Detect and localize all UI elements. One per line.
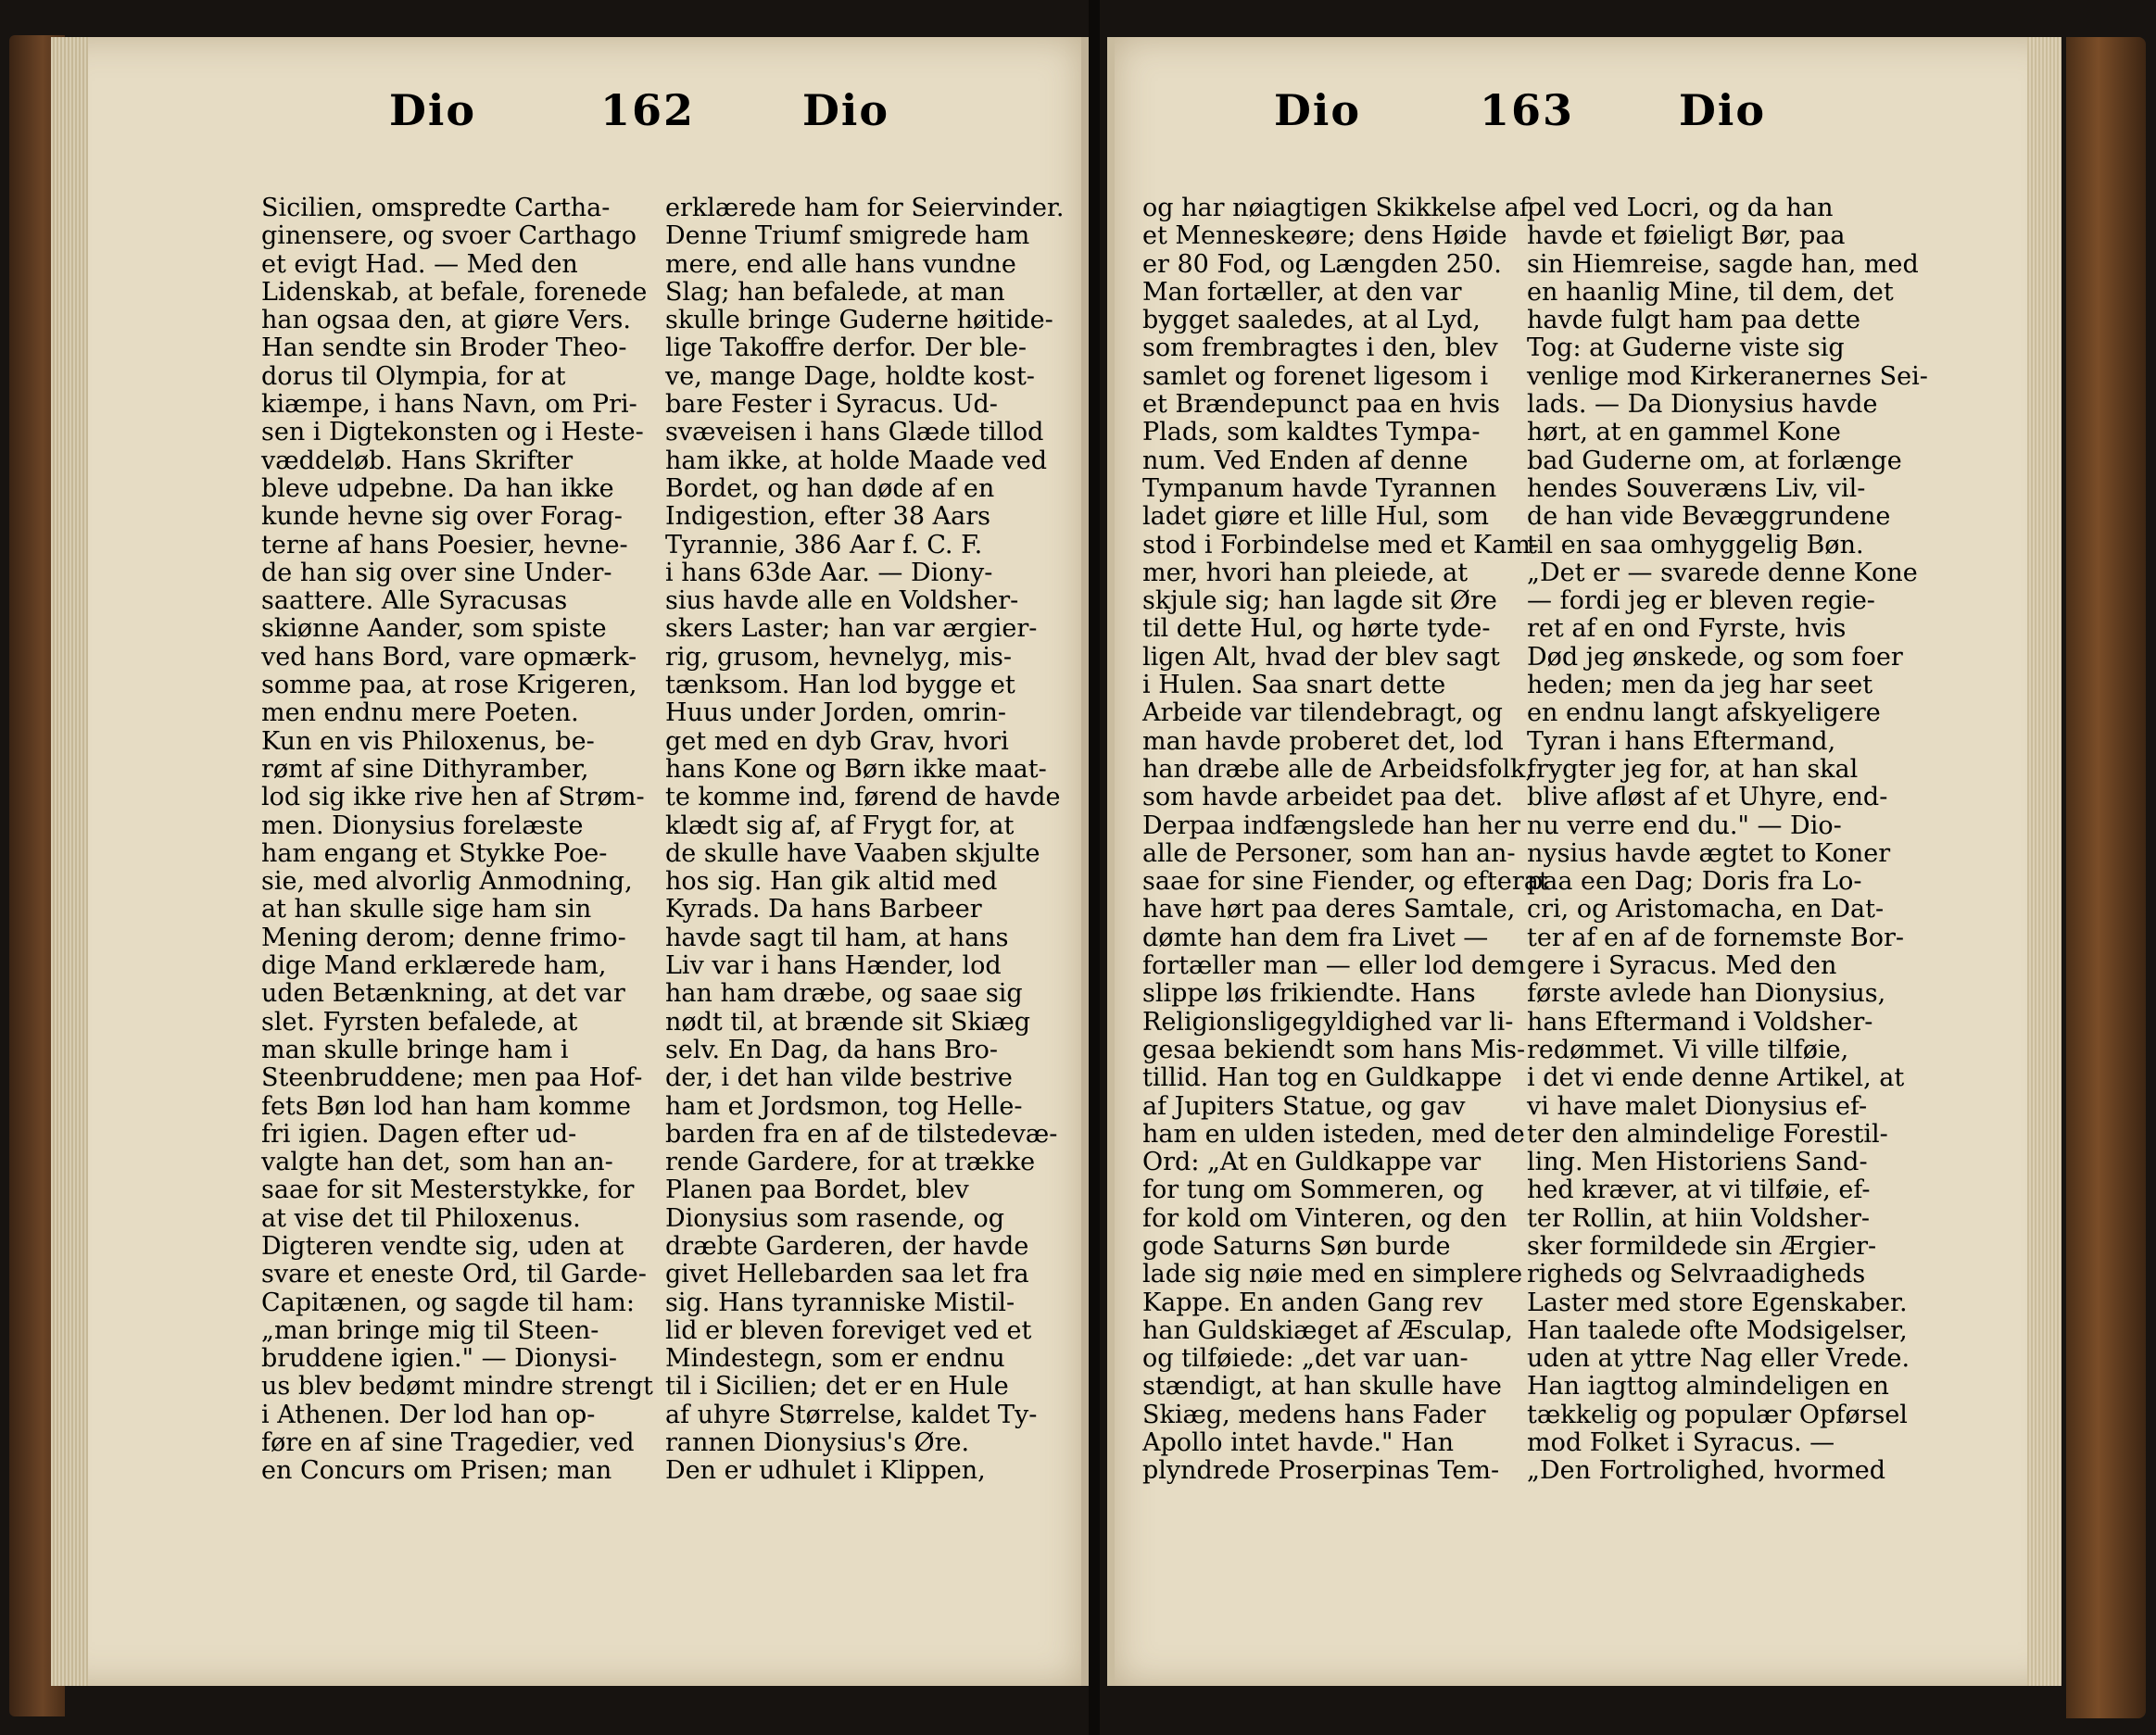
text-line: hos sig. Han gik altid med: [665, 867, 998, 897]
text-line: af Jupiters Statue, og gav: [1142, 1091, 1466, 1121]
text-line: mod Folket i Syracus. —: [1527, 1428, 1835, 1458]
right-page-column-2: [1527, 195, 1928, 1486]
text-line: de skulle have Vaaben skjulte: [665, 838, 1040, 868]
text-line: for tung om Sommeren, og: [1142, 1176, 1484, 1205]
text-line: „Det er — svarede denne Kone: [1527, 558, 1918, 587]
text-line: nødt til, at brænde sit Skiæg: [665, 1007, 1031, 1037]
text-line: sie, med alvorlig Anmodning,: [261, 867, 633, 897]
text-line: saae for sine Fiender, og efterat: [1142, 867, 1549, 897]
text-line: Slag; han befalede, at man: [665, 277, 1005, 307]
text-line: ligen Alt, hvad der blev sagt: [1142, 642, 1500, 672]
text-line: Digteren vendte sig, uden at: [261, 1231, 624, 1261]
text-line: ham ikke, at holde Maade ved: [665, 446, 1048, 475]
text-line: dorus til Olympia, for at: [261, 361, 566, 391]
text-line: have hørt paa deres Samtale,: [1142, 895, 1516, 924]
text-line: skulle bringe Guderne høitide-: [665, 306, 1053, 335]
text-line: sker formildede sin Ærgier-: [1527, 1231, 1877, 1261]
text-line: lige Takoffre derfor. Der ble-: [665, 333, 1028, 363]
text-line: og tilføiede: „det var uan-: [1142, 1344, 1469, 1374]
text-line: havde sagt til ham, at hans: [665, 923, 1009, 952]
text-line: stændigt, at han skulle have: [1142, 1372, 1502, 1402]
text-line: tillid. Han tog en Guldkappe: [1142, 1063, 1503, 1093]
text-line: Steenbruddene; men paa Hof-: [261, 1063, 643, 1093]
text-line: Mindestegn, som er endnu: [665, 1344, 1005, 1374]
text-line: Planen paa Bordet, blev: [665, 1176, 969, 1205]
text-line: — fordi jeg er bleven regie-: [1527, 586, 1875, 616]
text-line: Kyrads. Da hans Barbeer: [665, 895, 982, 924]
text-line: ret af en ond Fyrste, hvis: [1527, 614, 1847, 644]
text-line: tækkelig og populær Opførsel: [1527, 1400, 1908, 1429]
text-line: i Hulen. Saa snart dette: [1142, 671, 1446, 700]
text-line: skiønne Aander, som spiste: [261, 614, 607, 644]
text-line: sius havde alle en Voldsher-: [665, 586, 1019, 616]
text-line: „man bringe mig til Steen-: [261, 1315, 599, 1345]
text-line: Tog: at Guderne viste sig: [1527, 333, 1845, 363]
text-line: ter den almindelige Forestil-: [1527, 1119, 1888, 1149]
text-line: en Concurs om Prisen; man: [261, 1456, 612, 1486]
text-line: saae for sit Mesterstykke, for: [261, 1176, 635, 1205]
text-line: lod sig ikke rive hen af Strøm-: [261, 783, 645, 812]
text-line: Skiæg, medens hans Fader: [1142, 1400, 1486, 1429]
text-line: selv. En Dag, da hans Bro-: [665, 1035, 998, 1064]
text-line: Kappe. En anden Gang rev: [1142, 1288, 1483, 1317]
right-page-column-1: [1142, 195, 1549, 1486]
text-line: mer, hvori han pleiede, at: [1142, 558, 1469, 587]
text-line: redømmet. Vi ville tilføie,: [1527, 1035, 1849, 1064]
text-line: fets Bøn lod han ham komme: [261, 1091, 632, 1121]
text-line: han ogsaa den, at giøre Vers.: [261, 306, 631, 335]
text-line: Indigestion, efter 38 Aars: [665, 502, 990, 532]
text-line: kunde hevne sig over Forag-: [261, 502, 623, 532]
text-line: Denne Triumf smigrede ham: [665, 221, 1030, 251]
text-line: skjule sig; han lagde sit Øre: [1142, 586, 1497, 616]
text-line: Ord: „At en Guldkappe var: [1142, 1148, 1481, 1177]
left-page-number: 162: [600, 85, 696, 135]
text-line: get med en dyb Grav, hvori: [665, 726, 1009, 756]
text-line: og har nøiagtigen Skikkelse af: [1142, 194, 1529, 222]
text-line: til en saa omhyggelig Bøn.: [1527, 530, 1864, 559]
text-line: som frembragtes i den, blev: [1142, 333, 1498, 363]
text-line: dræbte Garderen, der havde: [665, 1231, 1029, 1261]
text-line: venlige mod Kirkeranernes Sei-: [1527, 361, 1928, 391]
text-line: bygget saaledes, at al Lyd,: [1142, 306, 1481, 335]
text-line: ham et Jordsmon, tog Helle-: [665, 1091, 1023, 1121]
text-line: Arbeide var tilendebragt, og: [1142, 698, 1503, 728]
text-line: hans Kone og Børn ikke maat-: [665, 754, 1047, 784]
text-line: blive afløst af et Uhyre, end-: [1527, 783, 1888, 812]
text-line: Huus under Jorden, omrin-: [665, 698, 1007, 728]
text-line: rig, grusom, hevnelyg, mis-: [665, 642, 1012, 672]
text-line: ve, mange Dage, holdte kost-: [665, 361, 1035, 391]
text-line: første avlede han Dionysius,: [1527, 979, 1886, 1009]
left-page-edges: [51, 37, 88, 1686]
text-line: ginensere, og svoer Carthago: [261, 221, 637, 251]
book-cover-right: [2066, 37, 2146, 1718]
text-line: føre en af sine Tragedier, ved: [261, 1428, 635, 1458]
text-line: Lidenskab, at befale, forenede: [261, 277, 648, 307]
text-line: vi have malet Dionysius ef-: [1527, 1091, 1868, 1121]
text-line: nu verre end du." — Dio-: [1527, 811, 1842, 840]
text-line: sen i Digtekonsten og i Heste-: [261, 418, 644, 447]
text-line: Tympanum havde Tyrannen: [1142, 473, 1497, 503]
text-line: stod i Forbindelse med et Kam-: [1142, 530, 1539, 559]
text-line: klædt sig af, af Frygt for, at: [665, 811, 1015, 840]
text-line: rømt af sine Dithyramber,: [261, 754, 589, 784]
text-line: et Brændepunct paa en hvis: [1142, 390, 1500, 420]
text-line: bad Guderne om, at forlænge: [1527, 446, 1902, 475]
left-page-column-1: [261, 195, 653, 1486]
text-line: ling. Men Historiens Sand-: [1527, 1148, 1868, 1177]
text-line: at vise det til Philoxenus.: [261, 1203, 581, 1233]
text-line: alle de Personer, som han an-: [1142, 838, 1516, 868]
text-line: rannen Dionysius's Øre.: [665, 1428, 970, 1458]
text-line: gode Saturns Søn burde: [1142, 1231, 1451, 1261]
right-page-edges: [2027, 37, 2061, 1686]
text-line: erklærede ham for Seiervinder.: [665, 194, 1065, 222]
text-line: „Den Fortrolighed, hvormed: [1527, 1456, 1886, 1486]
text-line: Den er udhulet i Klippen,: [665, 1456, 986, 1486]
text-line: dømte han dem fra Livet —: [1142, 923, 1489, 952]
left-header-left: Dio: [389, 85, 477, 135]
text-line: ham engang et Stykke Poe-: [261, 838, 608, 868]
text-line: Død jeg ønskede, og som foer: [1527, 642, 1903, 672]
text-line: sig. Hans tyranniske Mistil-: [665, 1288, 1015, 1317]
text-line: Religionsligegyldighed var li-: [1142, 1007, 1514, 1037]
text-line: Tyrannie, 386 Aar f. C. F.: [665, 530, 983, 559]
text-line: Dionysius som rasende, og: [665, 1203, 1004, 1233]
text-line: ladet giøre et lille Hul, som: [1142, 502, 1490, 532]
text-line: men endnu mere Poeten.: [261, 698, 579, 728]
text-line: lads. — Da Dionysius havde: [1527, 390, 1878, 420]
text-line: at han skulle sige ham sin: [261, 895, 592, 924]
text-line: saattere. Alle Syracusas: [261, 586, 568, 616]
text-line: bruddene igien." — Dionysi-: [261, 1344, 617, 1374]
text-line: i hans 63de Aar. — Diony-: [665, 558, 993, 587]
text-line: frygter jeg for, at han skal: [1527, 754, 1859, 784]
text-line: nysius havde ægtet to Koner: [1527, 838, 1891, 868]
text-line: han Guldskiæget af Æsculap,: [1142, 1315, 1513, 1345]
text-line: han dræbe alle de Arbeidsfolk,: [1142, 754, 1533, 784]
text-line: de han vide Bevæggrundene: [1527, 502, 1891, 532]
text-line: Man fortæller, at den var: [1142, 277, 1462, 307]
text-line: Laster med store Egenskaber.: [1527, 1288, 1908, 1317]
text-line: rende Gardere, for at trække: [665, 1148, 1036, 1177]
text-line: mere, end alle hans vundne: [665, 249, 1016, 279]
text-line: en haanlig Mine, til dem, det: [1527, 277, 1894, 307]
text-line: skers Laster; han var ærgier-: [665, 614, 1038, 644]
text-line: fri igien. Dagen efter ud-: [261, 1119, 577, 1149]
text-line: Mening derom; denne frimo-: [261, 923, 626, 952]
text-line: af uhyre Størrelse, kaldet Ty-: [665, 1400, 1038, 1429]
text-line: et Menneskeøre; dens Høide: [1142, 221, 1507, 251]
text-line: lid er bleven foreviget ved et: [665, 1315, 1032, 1345]
text-line: havde fulgt ham paa dette: [1527, 306, 1860, 335]
text-line: gere i Syracus. Med den: [1527, 951, 1837, 981]
text-line: ham en ulden isteden, med de: [1142, 1119, 1525, 1149]
text-line: givet Hellebarden saa let fra: [665, 1260, 1029, 1289]
text-line: samlet og forenet ligesom i: [1142, 361, 1489, 391]
text-line: kiæmpe, i hans Navn, om Pri-: [261, 390, 637, 420]
text-line: fortæller man — eller lod dem: [1142, 951, 1526, 981]
text-line: cri, og Aristomacha, en Dat-: [1527, 895, 1885, 924]
text-line: man skulle bringe ham i: [261, 1035, 569, 1064]
right-header-right: Dio: [1679, 85, 1767, 135]
text-line: bleve udpebne. Da han ikke: [261, 473, 614, 503]
text-line: lade sig nøie med en simplere: [1142, 1260, 1523, 1289]
text-line: pel ved Locri, og da han: [1527, 194, 1834, 222]
text-line: slippe løs frikiendte. Hans: [1142, 979, 1476, 1009]
text-line: som havde arbeidet paa det.: [1142, 783, 1504, 812]
text-line: somme paa, at rose Krigeren,: [261, 671, 637, 700]
text-line: man havde proberet det, lod: [1142, 726, 1504, 756]
text-line: te komme ind, førend de havde: [665, 783, 1061, 812]
text-line: svæveisen i hans Glæde tillod: [665, 418, 1044, 447]
text-line: Plads, som kaldtes Tympa-: [1142, 418, 1481, 447]
text-line: valgte han det, som han an-: [261, 1148, 613, 1177]
text-line: Derpaa indfængslede han her: [1142, 811, 1520, 840]
text-line: barden fra en af de tilstedevæ-: [665, 1119, 1058, 1149]
text-line: de han sig over sine Under-: [261, 558, 612, 587]
text-line: til i Sicilien; det er en Hule: [665, 1372, 1009, 1402]
text-line: Kun en vis Philoxenus, be-: [261, 726, 595, 756]
text-line: slet. Fyrsten befalede, at: [261, 1007, 578, 1037]
text-line: Capitænen, og sagde til ham:: [261, 1288, 635, 1317]
text-line: han ham dræbe, og saae sig: [665, 979, 1023, 1009]
text-line: tænksom. Han lod bygge et: [665, 671, 1015, 700]
text-line: i det vi ende denne Artikel, at: [1527, 1063, 1905, 1093]
text-line: terne af hans Poesier, hevne-: [261, 530, 628, 559]
text-line: der, i det han vilde bestrive: [665, 1063, 1013, 1093]
text-line: havde et føieligt Bør, paa: [1527, 221, 1846, 251]
text-line: sin Hiemreise, sagde han, med: [1527, 249, 1919, 279]
text-line: i Athenen. Der lod han op-: [261, 1400, 596, 1429]
text-line: Tyran i hans Eftermand,: [1527, 726, 1836, 756]
gutter-divider: [1089, 0, 1100, 1735]
text-line: uden at yttre Nag eller Vrede.: [1527, 1344, 1910, 1374]
text-line: en endnu langt afskyeligere: [1527, 698, 1881, 728]
text-line: us blev bedømt mindre strengt: [261, 1372, 653, 1402]
text-line: heden; men da jeg har seet: [1527, 671, 1873, 700]
text-line: uden Betænkning, at det var: [261, 979, 625, 1009]
text-line: Han taalede ofte Modsigelser,: [1527, 1315, 1908, 1345]
text-line: righeds og Selvraadigheds: [1527, 1260, 1866, 1289]
text-line: Han sendte sin Broder Theo-: [261, 333, 627, 363]
text-line: Apollo intet havde." Han: [1142, 1428, 1455, 1458]
right-page-number: 163: [1480, 85, 1575, 135]
text-line: bare Fester i Syracus. Ud-: [665, 390, 998, 420]
text-line: for kold om Vinteren, og den: [1142, 1203, 1507, 1233]
left-page-column-2: [665, 195, 1064, 1486]
text-line: ter Rollin, at hiin Voldsher-: [1527, 1203, 1870, 1233]
text-line: er 80 Fod, og Længden 250.: [1142, 249, 1502, 279]
text-line: et evigt Had. — Med den: [261, 249, 578, 279]
text-line: ter af en af de fornemste Bor-: [1527, 923, 1904, 952]
left-header-right: Dio: [802, 85, 890, 135]
text-line: men. Dionysius forelæste: [261, 811, 584, 840]
text-line: Han iagttog almindeligen en: [1527, 1372, 1889, 1402]
text-line: Sicilien, omspredte Cartha-: [261, 194, 611, 222]
text-line: til dette Hul, og hørte tyde-: [1142, 614, 1491, 644]
text-line: svare et eneste Ord, til Garde-: [261, 1260, 647, 1289]
text-line: gesaa bekiendt som hans Mis-: [1142, 1035, 1526, 1064]
text-line: hans Eftermand i Voldsher-: [1527, 1007, 1873, 1037]
text-line: num. Ved Enden af denne: [1142, 446, 1469, 475]
text-line: paa een Dag; Doris fra Lo-: [1527, 867, 1862, 897]
text-line: hed kræver, at vi tilføie, ef-: [1527, 1176, 1871, 1205]
text-line: væddeløb. Hans Skrifter: [261, 446, 574, 475]
right-header-left: Dio: [1274, 85, 1362, 135]
text-line: plyndrede Proserpinas Tem-: [1142, 1456, 1500, 1486]
text-line: hendes Souveræns Liv, vil-: [1527, 473, 1866, 503]
text-line: Bordet, og han døde af en: [665, 473, 995, 503]
text-line: hørt, at en gammel Kone: [1527, 418, 1841, 447]
text-line: Liv var i hans Hænder, lod: [665, 951, 1002, 981]
text-line: ved hans Bord, vare opmærk-: [261, 642, 637, 672]
text-line: dige Mand erklærede ham,: [261, 951, 607, 981]
